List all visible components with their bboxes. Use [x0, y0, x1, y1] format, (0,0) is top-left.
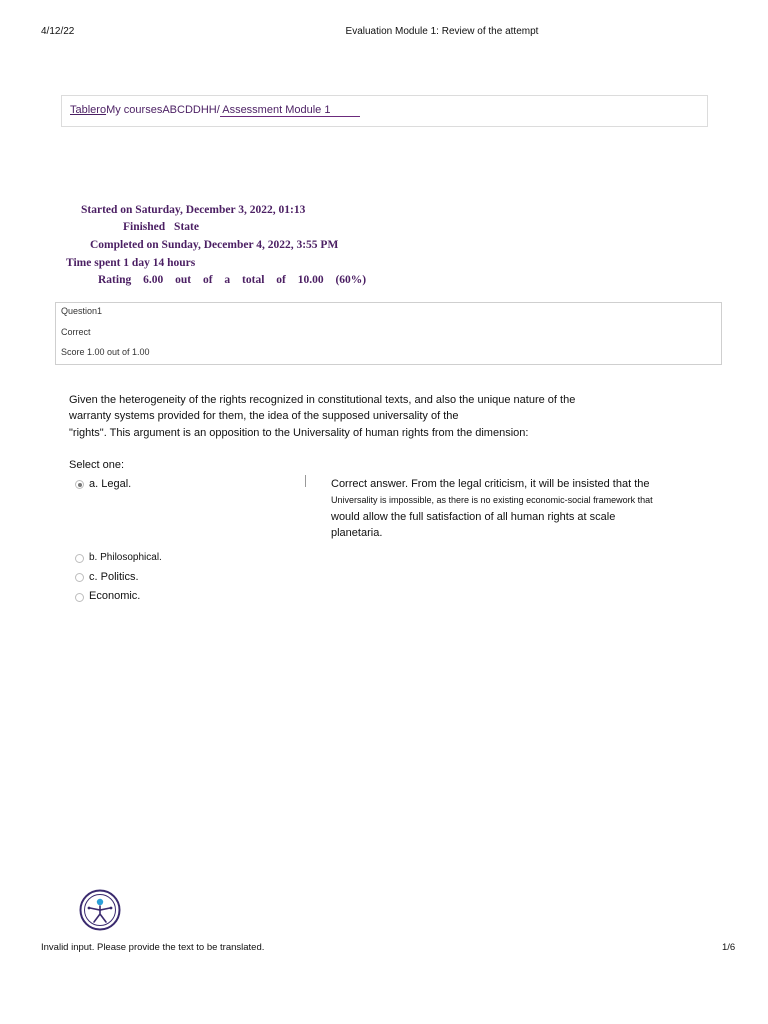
- started-on: Started on Saturday, December 3, 2022, 01:13: [81, 204, 306, 216]
- page-number: 1/6: [722, 942, 736, 953]
- question-status: Correct: [61, 327, 91, 337]
- footer-text: Invalid input. Please provide the text to be translated.: [41, 942, 265, 953]
- feedback-line: planetaria.: [331, 527, 383, 539]
- option-c-radio[interactable]: [75, 573, 84, 582]
- feedback-line: Universality is impossible, as there is no existing economic-social framework that: [331, 495, 653, 505]
- attempt-state: Finished State: [123, 221, 199, 233]
- question-info-box: [55, 302, 722, 365]
- breadcrumb: [70, 104, 360, 116]
- text-cursor-mark: [305, 475, 306, 487]
- feedback-line: would allow the full satisfaction of all human rights at scale: [331, 511, 616, 523]
- time-spent: Time spent 1 day 14 hours: [66, 257, 196, 269]
- option-c-label[interactable]: c. Politics.: [89, 571, 139, 583]
- question-text-line: Given the heterogeneity of the rights recognized in constitutional texts, and also the unique nature of the: [69, 394, 576, 406]
- question-text-line: warranty systems provided for them, the idea of the supposed universality of the: [69, 410, 459, 422]
- print-date: 4/12/22: [41, 26, 75, 37]
- breadcrumb-course-link[interactable]: ABCDDHH/: [162, 104, 220, 116]
- option-b-radio[interactable]: [75, 554, 84, 563]
- option-d-label[interactable]: Economic.: [89, 590, 141, 602]
- accessibility-icon[interactable]: [79, 889, 121, 931]
- breadcrumb-tablero-link[interactable]: Tablero: [70, 104, 107, 116]
- completed-on: Completed on Sunday, December 4, 2022, 3:55 PM: [90, 239, 339, 251]
- option-d-radio[interactable]: [75, 593, 84, 602]
- option-a-label[interactable]: a. Legal.: [89, 478, 132, 490]
- breadcrumb-module-link[interactable]: Assessment Module 1: [220, 104, 361, 117]
- breadcrumb-my-courses-link[interactable]: My courses: [106, 104, 163, 116]
- option-b-label[interactable]: b. Philosophical.: [89, 552, 162, 563]
- feedback-line: Correct answer. From the legal criticism, it will be insisted that the: [331, 478, 650, 490]
- option-a-radio[interactable]: [75, 480, 84, 489]
- select-one-label: Select one:: [69, 459, 125, 471]
- question-text-line: "rights". This argument is an opposition to the Universality of human rights from the dimension:: [69, 427, 529, 439]
- rating: Rating 6.00 out of a total of 10.00 (60%): [98, 274, 367, 286]
- print-title: Evaluation Module 1: Review of the attempt: [345, 26, 539, 37]
- question-score: Score 1.00 out of 1.00: [61, 347, 150, 357]
- question-number: Question1: [61, 306, 103, 316]
